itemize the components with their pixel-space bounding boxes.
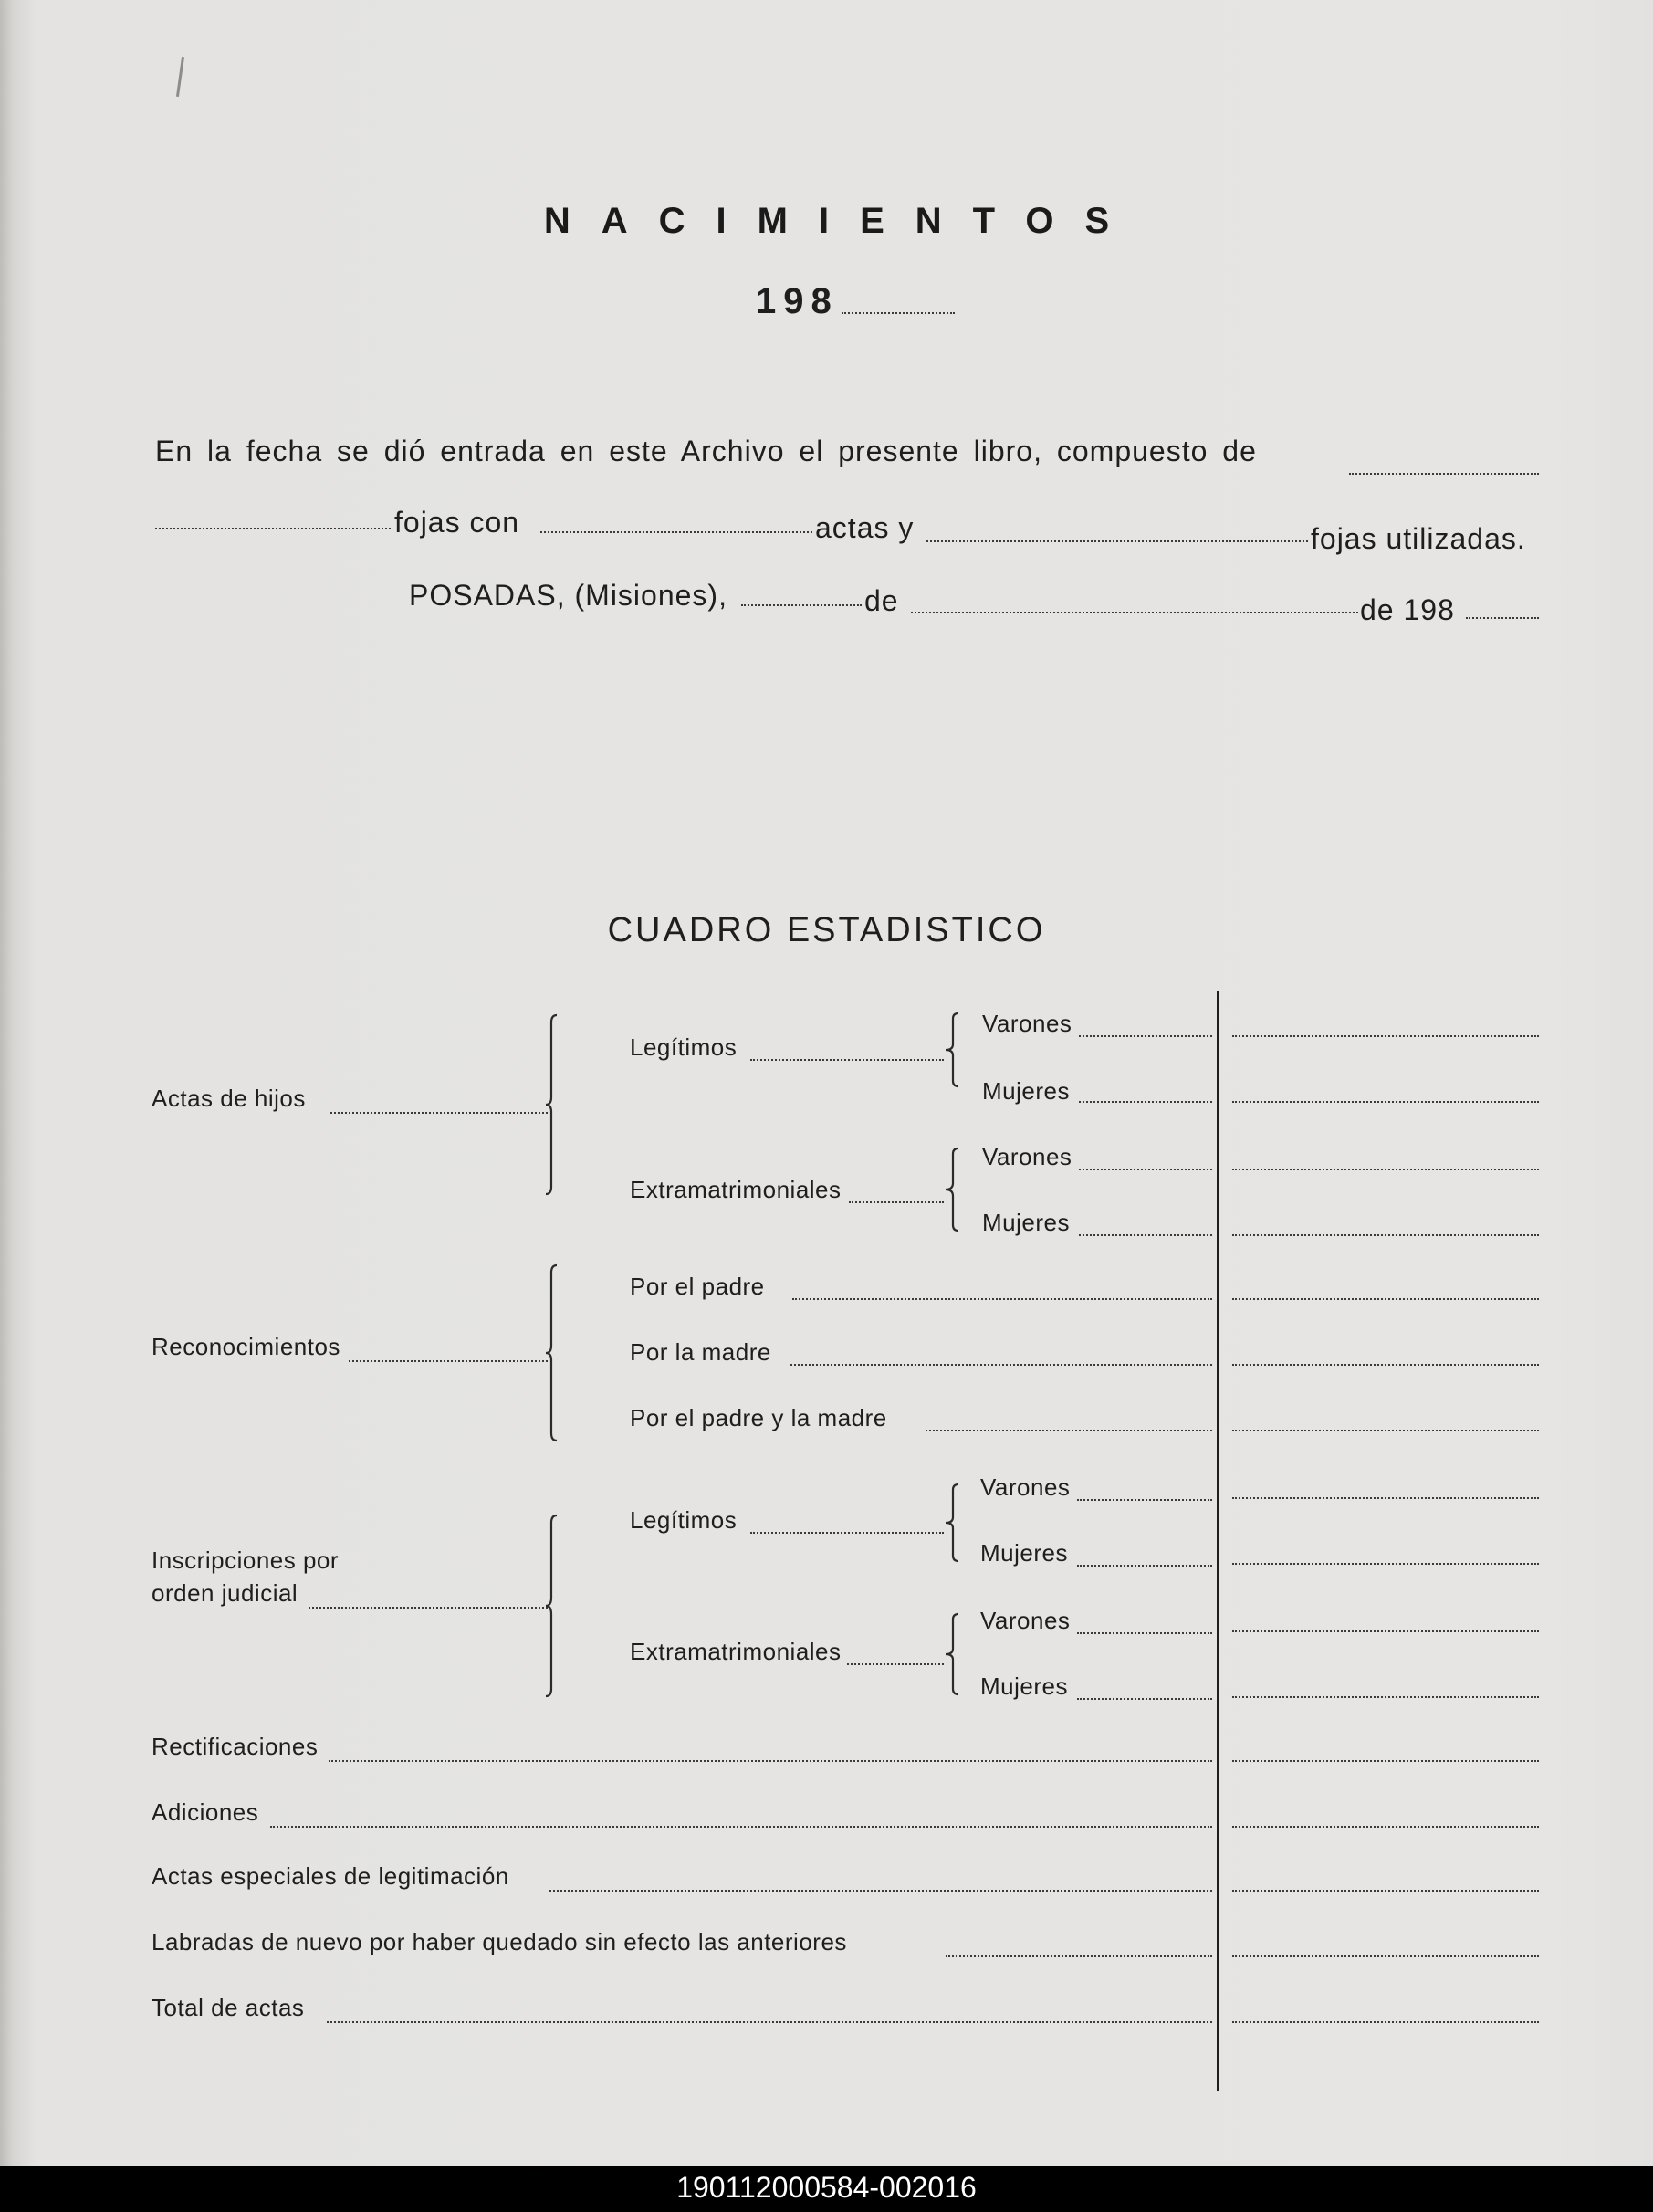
label-legitimos-1: Legítimos bbox=[630, 1033, 738, 1061]
answer-line bbox=[1232, 1760, 1539, 1762]
leader-mujeres-2 bbox=[1079, 1234, 1212, 1236]
answer-line bbox=[1232, 1955, 1539, 1957]
brace-legitimos-2 bbox=[942, 1483, 962, 1563]
brace-extra-1 bbox=[942, 1147, 962, 1232]
answer-line bbox=[1232, 1430, 1539, 1431]
page-title: NACIMIENTOS bbox=[543, 201, 1141, 241]
label-varones-1: Varones bbox=[982, 1010, 1072, 1037]
document-id: 190112000584-002016 bbox=[676, 2171, 977, 2204]
label-reconocimientos: Reconocimientos bbox=[152, 1333, 340, 1360]
label-por-padre: Por el padre bbox=[630, 1273, 765, 1300]
brace-inscripciones bbox=[546, 1514, 568, 1698]
label-por-madre: Por la madre bbox=[630, 1338, 771, 1366]
label-mujeres-3: Mujeres bbox=[980, 1539, 1068, 1567]
leader-total bbox=[327, 2021, 1212, 2023]
brace-reconocimientos bbox=[546, 1263, 568, 1442]
answer-line bbox=[1232, 1890, 1539, 1892]
leader-varones-3 bbox=[1077, 1499, 1212, 1501]
label-actas-especiales: Actas especiales de legitimación bbox=[152, 1862, 509, 1890]
leader-actas-hijos bbox=[330, 1112, 548, 1114]
answer-line bbox=[1232, 1630, 1539, 1632]
brace-extra-2 bbox=[942, 1612, 962, 1696]
leader-varones-1 bbox=[1079, 1035, 1212, 1037]
intro-line1: En la fecha se dió entrada en este Archivo el presente libro, compuesto de bbox=[155, 435, 1257, 467]
leader-legitimos-2 bbox=[750, 1532, 944, 1534]
paper-mark bbox=[176, 57, 184, 97]
leader-mujeres-3 bbox=[1077, 1565, 1212, 1567]
intro-de: de bbox=[864, 584, 899, 617]
intro-fojas-utilizadas: fojas utilizadas. bbox=[1311, 522, 1526, 555]
label-actas-hijos: Actas de hijos bbox=[152, 1085, 306, 1112]
blank-month bbox=[911, 612, 1358, 613]
brace-legitimos-1 bbox=[942, 1012, 962, 1088]
label-mujeres-1: Mujeres bbox=[982, 1077, 1070, 1105]
year-prefix: 198 bbox=[756, 281, 839, 321]
leader-actas-especiales bbox=[549, 1890, 1212, 1892]
leader-varones-4 bbox=[1077, 1632, 1212, 1634]
leader-adiciones bbox=[270, 1826, 1212, 1828]
answer-line bbox=[1232, 1364, 1539, 1366]
blank-year-end bbox=[1466, 617, 1539, 619]
blank-actas bbox=[540, 531, 812, 533]
brace-actas-hijos bbox=[546, 1013, 568, 1196]
leader-reconocimientos bbox=[349, 1360, 548, 1362]
answer-line bbox=[1232, 1234, 1539, 1236]
answer-line bbox=[1232, 1169, 1539, 1170]
label-mujeres-2: Mujeres bbox=[982, 1209, 1070, 1236]
leader-extra-1 bbox=[849, 1201, 944, 1203]
label-total: Total de actas bbox=[152, 1994, 305, 2021]
label-labradas: Labradas de nuevo por haber quedado sin efecto las anteriores bbox=[152, 1928, 847, 1955]
intro-fojas-con: fojas con bbox=[394, 506, 520, 539]
leader-mujeres-4 bbox=[1077, 1698, 1212, 1700]
blank-fojas bbox=[155, 528, 391, 529]
answer-line bbox=[1232, 1101, 1539, 1103]
leader-mujeres-1 bbox=[1079, 1101, 1212, 1103]
leader-legitimos-1 bbox=[750, 1059, 944, 1061]
label-varones-3: Varones bbox=[980, 1473, 1071, 1501]
label-extramatrimoniales-1: Extramatrimoniales bbox=[630, 1176, 842, 1203]
answer-line bbox=[1232, 1497, 1539, 1499]
leader-rectificaciones bbox=[329, 1760, 1212, 1762]
blank-compuesto bbox=[1349, 473, 1539, 475]
column-divider bbox=[1217, 991, 1219, 2091]
answer-line bbox=[1232, 1826, 1539, 1828]
label-inscripciones-2: orden judicial bbox=[152, 1579, 298, 1607]
leader-por-ambos bbox=[926, 1430, 1212, 1431]
label-varones-2: Varones bbox=[982, 1143, 1072, 1170]
leader-labradas bbox=[946, 1955, 1212, 1957]
answer-line bbox=[1232, 2021, 1539, 2023]
label-rectificaciones: Rectificaciones bbox=[152, 1733, 319, 1760]
leader-por-padre bbox=[792, 1298, 1212, 1300]
stats-title: CUADRO ESTADISTICO bbox=[607, 911, 1046, 949]
intro-de-year: de 198 bbox=[1360, 593, 1455, 626]
leader-varones-2 bbox=[1079, 1169, 1212, 1170]
leader-inscripciones bbox=[309, 1607, 548, 1609]
answer-line bbox=[1232, 1696, 1539, 1698]
leader-por-madre bbox=[790, 1364, 1212, 1366]
label-por-ambos: Por el padre y la madre bbox=[630, 1404, 887, 1431]
answer-line bbox=[1232, 1298, 1539, 1300]
year-blank bbox=[842, 312, 955, 314]
answer-line bbox=[1232, 1035, 1539, 1037]
label-mujeres-4: Mujeres bbox=[980, 1672, 1068, 1700]
blank-fojas-utilizadas bbox=[926, 540, 1308, 542]
blank-day bbox=[741, 604, 862, 606]
label-inscripciones-1: Inscripciones por bbox=[152, 1546, 340, 1574]
intro-place: POSADAS, (Misiones), bbox=[409, 579, 727, 612]
leader-extra-2 bbox=[847, 1663, 944, 1665]
label-legitimos-2: Legítimos bbox=[630, 1506, 738, 1534]
intro-actas-y: actas y bbox=[815, 511, 915, 544]
label-extramatrimoniales-2: Extramatrimoniales bbox=[630, 1638, 842, 1665]
label-adiciones: Adiciones bbox=[152, 1798, 259, 1826]
label-varones-4: Varones bbox=[980, 1607, 1071, 1634]
answer-line bbox=[1232, 1563, 1539, 1565]
